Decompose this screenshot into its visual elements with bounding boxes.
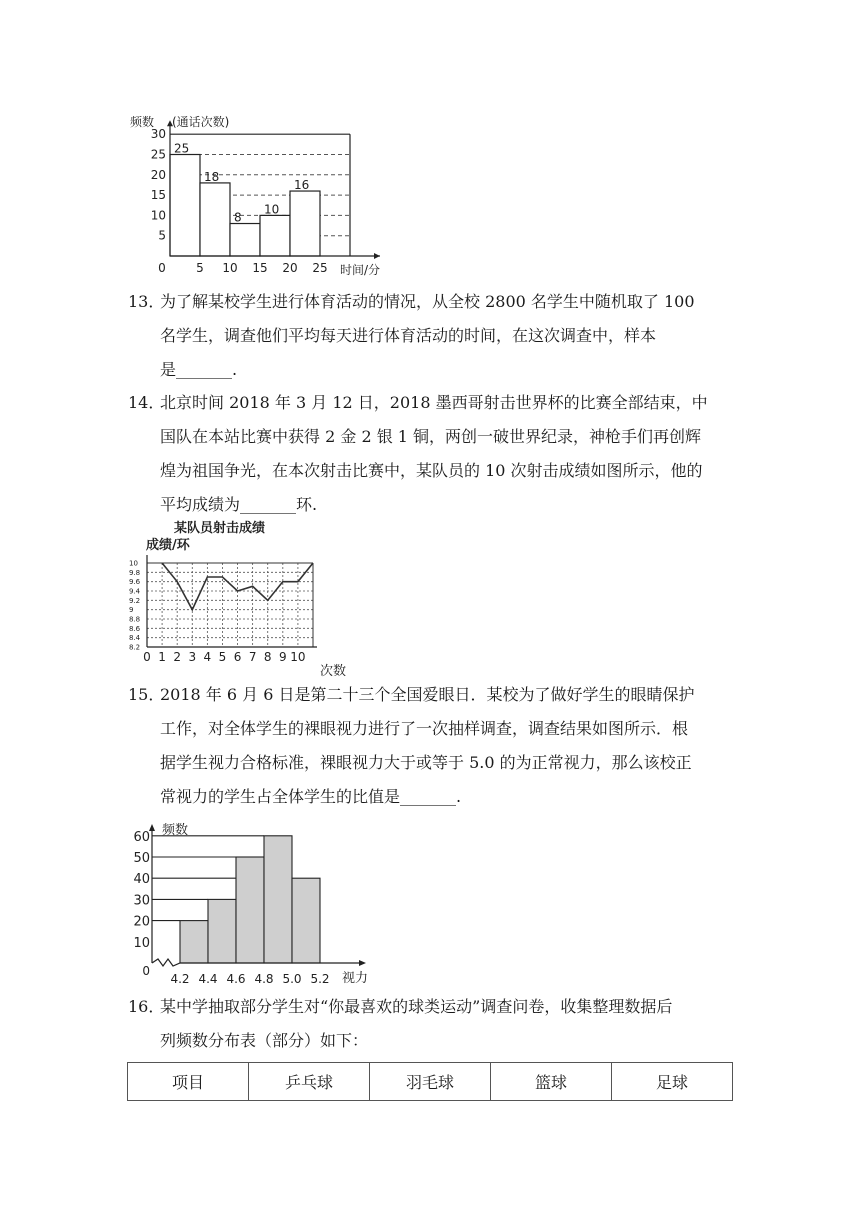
- x-tick-label: 10: [290, 650, 306, 664]
- question-15: [128, 678, 732, 814]
- y-tick-label: 9.8: [129, 568, 141, 577]
- question-text-line: 平均成绩为_______环.: [160, 495, 318, 514]
- y-tick-label: 10: [133, 935, 150, 951]
- y-tick-label: 8.8: [129, 615, 141, 624]
- y-tick-label: 8.6: [129, 624, 141, 633]
- question-13: [128, 285, 732, 387]
- histogram-bar: [260, 215, 290, 256]
- x-tick-label: 5: [196, 261, 204, 275]
- bar-value-label: 25: [174, 141, 190, 156]
- question-text-line: 名学生，调查他们平均每天进行体育活动的时间，在这次调查中，样本: [160, 326, 657, 345]
- call-time-histogram: [128, 108, 398, 280]
- table-header-cell: 项目: [128, 1063, 249, 1101]
- histogram-bar: [292, 878, 320, 963]
- x-tick-label: 1: [158, 650, 166, 664]
- x-tick-label: 4.8: [254, 972, 274, 986]
- y-axis-label: 成绩/环: [146, 538, 190, 553]
- y-tick-label: 5: [158, 228, 166, 243]
- bar-value-label: 16: [294, 178, 310, 193]
- x-tick-label: 9: [278, 650, 287, 664]
- x-tick-label: 10: [222, 261, 238, 275]
- x-axis-label: 次数: [320, 664, 347, 678]
- y-tick-label: 30: [133, 893, 150, 909]
- frequency-table: [127, 1062, 733, 1101]
- histogram-bar: [208, 899, 236, 963]
- x-tick-label: 25: [312, 261, 328, 275]
- y-axis-label: 频数: [162, 823, 189, 838]
- question-text-line: 列频数分布表（部分）如下：: [160, 1031, 369, 1050]
- table-header-cell: 篮球: [491, 1063, 612, 1101]
- y-axis-label: 频数: [130, 115, 155, 129]
- question-text-line: 常视力的学生占全体学生的比值是_______.: [160, 787, 462, 806]
- x-tick-label: 4.2: [170, 972, 190, 986]
- x-axis-arrow: [374, 253, 380, 259]
- histogram-bar: [180, 921, 208, 963]
- y-tick-label: 30: [150, 127, 166, 142]
- table-header-cell: 羽毛球: [370, 1063, 491, 1101]
- x-tick-label: 5.0: [282, 972, 302, 986]
- y-tick-label: 9: [129, 606, 134, 615]
- x-tick-label: 0: [142, 964, 150, 978]
- y-tick-label: 20: [150, 167, 166, 182]
- x-tick-label: 7: [248, 650, 257, 664]
- bar-value-label: 18: [204, 169, 220, 184]
- question-14: [128, 386, 732, 522]
- shooting-score-line-chart: [126, 518, 352, 678]
- x-axis-label: 视力: [342, 971, 369, 986]
- y-tick-label: 40: [133, 872, 150, 888]
- y-tick-label: 9.4: [129, 587, 141, 596]
- histogram-bar: [200, 183, 230, 256]
- question-text-line: 工作，对全体学生的裸眼视力进行了一次抽样调查，调查结果如图所示．根: [160, 719, 689, 738]
- histogram-bar: [290, 191, 320, 256]
- table-header-cell: 乒乓球: [249, 1063, 370, 1101]
- question-number: 16．: [128, 997, 165, 1016]
- y-tick-label: 10: [150, 208, 166, 223]
- y-tick-label: 25: [150, 147, 166, 162]
- y-tick-label: 8.2: [129, 643, 141, 652]
- x-tick-label: 6: [233, 650, 242, 664]
- y-tick-label: 20: [133, 914, 150, 930]
- x-tick-label: 20: [282, 261, 298, 275]
- question-text-line: 煌为祖国争光，在本次射击比赛中，某队员的 10 次射击成绩如图所示，他的: [160, 461, 703, 480]
- histogram-bar: [230, 224, 260, 256]
- x-axis-label: 时间/分: [340, 263, 381, 277]
- x-tick-label: 2: [173, 650, 182, 664]
- question-16: [128, 990, 732, 1058]
- question-text-line: 某中学抽取部分学生对“你最喜欢的球类运动”调查问卷，收集整理数据后: [160, 997, 673, 1016]
- y-tick-label: 10: [129, 559, 138, 568]
- x-axis-arrow: [359, 960, 366, 966]
- histogram-bar: [264, 836, 292, 963]
- table-header-cell: 足球: [612, 1063, 733, 1101]
- chart-title: 某队员射击成绩: [174, 521, 266, 536]
- y-tick-label: 9.2: [129, 596, 141, 605]
- bar-value-label: 8: [234, 210, 242, 225]
- x-tick-label: 8: [263, 650, 272, 664]
- y-tick-label: 9.6: [129, 578, 141, 587]
- x-tick-label: 3: [188, 650, 197, 664]
- table-row: [128, 1063, 733, 1101]
- question-number: 14．: [128, 393, 165, 412]
- x-tick-label: 15: [252, 261, 268, 275]
- x-tick-label: 4.4: [198, 972, 218, 986]
- y-tick-label: 60: [133, 829, 150, 845]
- histogram-bar: [170, 155, 200, 257]
- y-tick-label: 15: [150, 188, 166, 203]
- y-axis-note: (通话次数): [172, 115, 230, 129]
- question-text-line: 2018 年 6 月 6 日是第二十三个全国爱眼日．某校为了做好学生的眼睛保护: [160, 685, 695, 704]
- x-tick-label: 0: [143, 650, 151, 664]
- question-text-line: 国队在本站比赛中获得 2 金 2 银 1 铜，两创一破世界纪录，神枪手们再创辉: [160, 427, 702, 446]
- y-tick-label: 8.4: [129, 634, 141, 643]
- question-number: 13．: [128, 292, 165, 311]
- eyesight-histogram: [128, 818, 378, 988]
- x-tick-label: 0: [158, 261, 166, 275]
- y-tick-label: 50: [133, 851, 150, 866]
- question-text-line: 据学生视力合格标准，裸眼视力大于或等于 5.0 的为正常视力，那么该校正: [160, 753, 692, 772]
- histogram-bar: [236, 857, 264, 963]
- bar-value-label: 10: [264, 202, 280, 217]
- x-tick-label: 4.6: [226, 972, 246, 986]
- x-tick-label: 5: [218, 650, 227, 664]
- x-tick-label: 4: [203, 650, 212, 664]
- question-text-line: 北京时间 2018 年 3 月 12 日，2018 墨西哥射击世界杯的比赛全部结束，中: [160, 393, 708, 412]
- question-text-line: 是_______.: [160, 360, 238, 379]
- score-series-line: [162, 563, 313, 610]
- x-tick-label: 5.2: [310, 972, 330, 986]
- question-number: 15．: [128, 685, 165, 704]
- question-text-line: 为了解某校学生进行体育活动的情况，从全校 2800 名学生中随机取了 100: [160, 292, 695, 311]
